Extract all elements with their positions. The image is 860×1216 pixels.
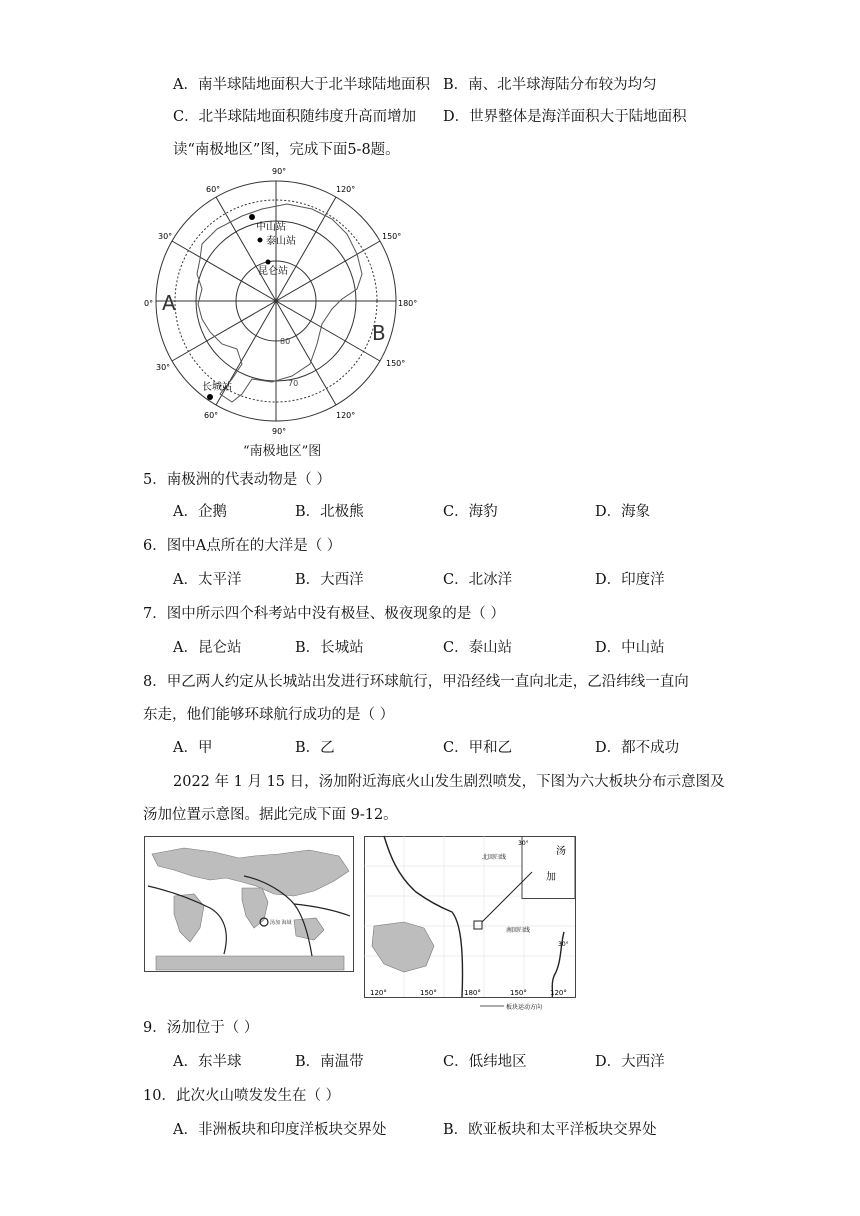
lat-30-label: 30° (518, 840, 529, 847)
label-lat-70: 70 (288, 379, 299, 388)
q7-option-a: A．昆仑站 (173, 640, 242, 656)
q4-option-c: C．北半球陆地面积随纬度升高而增加 (173, 109, 417, 125)
q9-stem: 9．汤加位于（ ） (143, 1020, 259, 1036)
tonga-char1: 汤 (556, 846, 566, 857)
q9-option-a: A．东半球 (173, 1054, 242, 1070)
polar-map-caption: “南极地区”图 (243, 444, 322, 459)
point-b-label: B (372, 321, 386, 345)
antarctic-map (142, 164, 418, 464)
lon-tick-5: 120° (550, 989, 567, 997)
q8-option-a: A．甲 (173, 740, 213, 756)
lon-tick-4: 150° (510, 989, 527, 997)
q8-option-b: B．乙 (295, 740, 335, 756)
q7-stem: 7．图中所示四个科考站中没有极昼、极夜现象的是（ ） (143, 606, 505, 622)
q9-option-d: D．大西洋 (595, 1054, 665, 1070)
label-lat-80: 80 (280, 337, 291, 346)
q4-option-a: A．南半球陆地面积大于北半球陆地面积 (173, 77, 430, 93)
label-60-bl: 60° (204, 411, 219, 420)
label-150-br: 150° (386, 359, 406, 368)
q10-option-a: A．非洲板块和印度洋板块交界处 (173, 1122, 387, 1138)
plate-legend-label: 板块运动方向 (506, 1004, 543, 1011)
q10-stem: 10．此次火山喷发发生在（ ） (143, 1088, 341, 1104)
label-120-tr: 120° (336, 185, 356, 194)
q5-option-a: A．企鹅 (173, 504, 227, 520)
world-plate-map (144, 836, 354, 972)
tonga-char2: 加 (546, 872, 556, 883)
tonga-location-map (364, 836, 576, 1012)
label-120-br: 120° (336, 411, 356, 420)
q7-option-c: C．泰山站 (443, 640, 513, 656)
label-bottom-90: 90° (272, 427, 287, 436)
changcheng-station-dot (207, 394, 213, 400)
lon-tick-1: 120° (370, 989, 387, 997)
zhongshan-station-dot (249, 214, 255, 220)
label-top-90: 90° (272, 167, 287, 176)
q5-option-b: B．北极熊 (295, 504, 364, 520)
zhongshan-station-label: 中山站 (256, 222, 286, 233)
q8-stem-line1: 8．甲乙两人约定从长城站出发进行环球航行，甲沿经线一直向北走，乙沿纬线一直向 (143, 674, 689, 690)
q10-option-b: B．欧亚板块和太平洋板块交界处 (443, 1122, 657, 1138)
q4-option-b: B．南、北半球海陆分布较为均匀 (443, 77, 657, 93)
world-tonga-label: 汤加 海域 (270, 920, 292, 926)
taishan-station-label: 泰山站 (266, 236, 296, 247)
lon-tick-2: 150° (420, 989, 437, 997)
tropic-south-label: 南回归线 (506, 927, 531, 934)
taishan-station-dot (258, 238, 263, 243)
q7-option-d: D．中山站 (595, 640, 665, 656)
label-30-l: 30° (158, 232, 173, 241)
q4-option-d: D．世界整体是海洋面积大于陆地面积 (443, 109, 687, 125)
changcheng-station-label: 长城站 (202, 382, 232, 393)
q6-stem: 6．图中A点所在的大洋是（ ） (143, 538, 342, 554)
q7-option-b: B．长城站 (295, 640, 364, 656)
kunlun-station-dot (266, 260, 271, 265)
point-a-label: A (162, 291, 176, 315)
q5-option-d: D．海象 (595, 504, 651, 520)
label-0: 0° (144, 299, 154, 308)
label-180: 180° (398, 299, 418, 308)
tropic-north-label: 北回归线 (482, 854, 507, 861)
lon-tick-3: 180° (464, 989, 481, 997)
q6-option-b: B．大西洋 (295, 572, 364, 588)
q9-option-b: B．南温带 (295, 1054, 364, 1070)
q6-option-d: D．印度洋 (595, 572, 665, 588)
label-60-tl: 60° (206, 185, 221, 194)
q8-option-d: D．都不成功 (595, 740, 680, 756)
q8-stem-line2: 东走，他们能够环球航行成功的是（ ） (143, 707, 395, 723)
intro-9-12-line2: 汤加位置示意图。据此完成下面 9-12。 (143, 807, 398, 823)
lat-30s-label: 30° (558, 941, 569, 948)
label-30-bl: 30° (156, 363, 171, 372)
intro-9-12-line1: 2022 年 1 月 15 日，汤加附近海底火山发生剧烈喷发，下图为六大板块分布示意图及 (173, 774, 725, 790)
q6-option-c: C．北冰洋 (443, 572, 513, 588)
q9-option-c: C．低纬地区 (443, 1054, 527, 1070)
q6-option-a: A．太平洋 (173, 572, 242, 588)
label-150-r: 150° (382, 232, 402, 241)
kunlun-station-label: 昆仑站 (258, 266, 288, 277)
q5-stem: 5．南极洲的代表动物是（ ） (143, 472, 331, 488)
q8-option-c: C．甲和乙 (443, 740, 513, 756)
q5-option-c: C．海豹 (443, 504, 498, 520)
intro-5-8: 读“南极地区”图，完成下面5-8题。 (173, 142, 400, 158)
